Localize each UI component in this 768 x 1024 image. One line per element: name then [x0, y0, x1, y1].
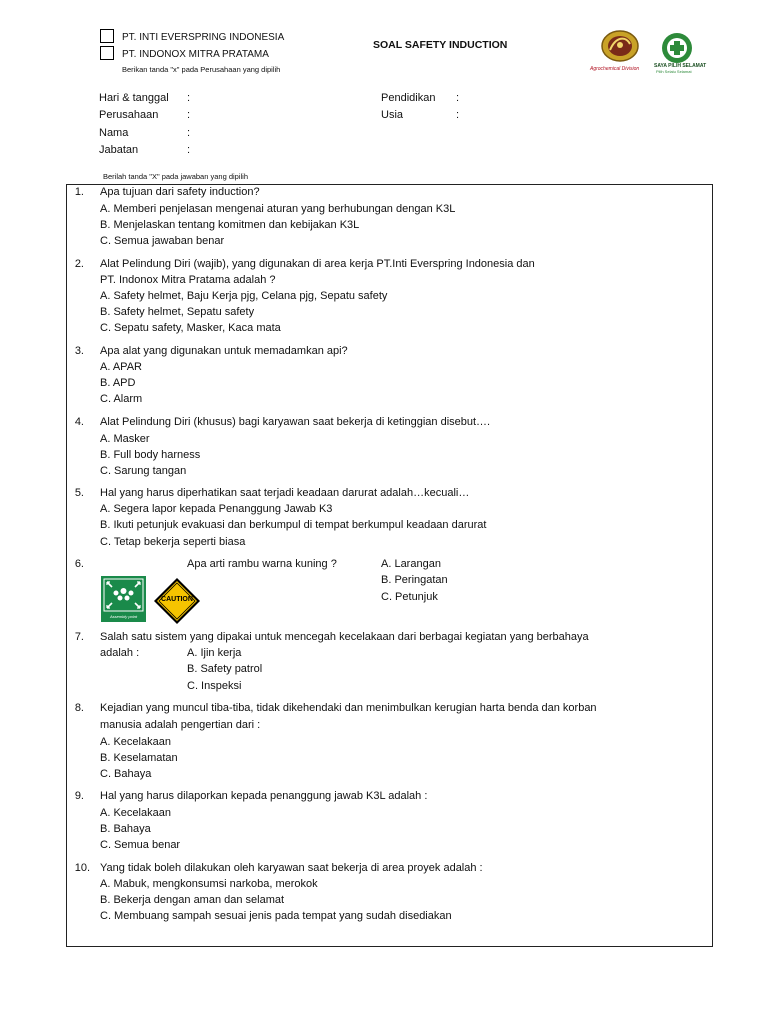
- page-title: SOAL SAFETY INDUCTION: [373, 39, 508, 51]
- safety-logo-text: SAYA PILIH SELAMAT: [654, 63, 707, 69]
- answer-option[interactable]: B. Menjelaskan tentang komitmen dan kebijakan K3L: [100, 219, 360, 231]
- question-text: adalah :: [100, 647, 140, 659]
- answer-option[interactable]: C. Alarm: [100, 393, 143, 405]
- answer-option[interactable]: A. Ijin kerja: [187, 647, 242, 659]
- question-number: 7.: [74, 631, 84, 643]
- company-checkbox-2[interactable]: [100, 46, 114, 60]
- company-option-1: PT. INTI EVERSPRING INDONESIA: [122, 32, 285, 43]
- colon: :: [187, 127, 191, 139]
- answer-option[interactable]: C. Inspeksi: [187, 680, 242, 692]
- answer-option[interactable]: C. Bahaya: [100, 768, 152, 780]
- question-number: 3.: [74, 345, 84, 357]
- question-text: Hal yang harus dilaporkan kepada penanggung jawab K3L adalah :: [100, 790, 428, 802]
- answer-option[interactable]: C. Membuang sampah sesuai jenis pada tempat yang sudah disediakan: [100, 910, 452, 922]
- question-number: 6.: [74, 558, 84, 570]
- answer-option[interactable]: A. Kecelakaan: [100, 736, 171, 748]
- answer-option[interactable]: C. Semua jawaban benar: [100, 235, 225, 247]
- colon: :: [456, 109, 460, 121]
- assembly-point-sign: [101, 576, 146, 622]
- answer-option[interactable]: B. Bekerja dengan aman dan selamat: [100, 894, 285, 906]
- answer-option[interactable]: C. Petunjuk: [381, 591, 438, 603]
- colon: :: [187, 144, 191, 156]
- question-text: manusia adalah pengertian dari :: [100, 719, 261, 731]
- question-number: 8.: [74, 702, 84, 714]
- label-hari-tanggal: Hari & tanggal: [99, 92, 169, 104]
- question-text: Alat Pelindung Diri (khusus) bagi karyawan saat bekerja di ketinggian disebut….: [100, 416, 491, 428]
- answer-option[interactable]: A. Safety helmet, Baju Kerja pjg, Celana pjg, Sepatu safety: [100, 290, 388, 302]
- question-text: Apa tujuan dari safety induction?: [100, 186, 260, 198]
- company-instruction: Berikan tanda "x" pada Perusahaan yang dipilih: [122, 65, 281, 74]
- answer-option[interactable]: A. Kecelakaan: [100, 807, 171, 819]
- colon: :: [187, 109, 191, 121]
- answer-option[interactable]: B. APD: [100, 377, 136, 389]
- question-text: Alat Pelindung Diri (wajib), yang digunakan di area kerja PT.Inti Everspring Indonesia dan: [100, 258, 535, 270]
- question-text: Yang tidak boleh dilakukan oleh karyawan saat bekerja di area proyek adalah :: [100, 862, 483, 874]
- question-text: Apa arti rambu warna kuning ?: [187, 558, 337, 570]
- answer-option[interactable]: C. Tetap bekerja seperti biasa: [100, 536, 246, 548]
- answer-option[interactable]: A. Masker: [100, 433, 150, 445]
- label-jabatan: Jabatan: [99, 144, 139, 156]
- question-number: 5.: [74, 487, 84, 499]
- label-usia: Usia: [381, 109, 404, 121]
- answer-option[interactable]: A. Memberi penjelasan mengenai aturan yang berhubungan dengan K3L: [100, 203, 456, 215]
- colon: :: [456, 92, 460, 104]
- question-text: Salah satu sistem yang dipakai untuk mencegah kecelakaan dari berbagai kegiatan yang berbahaya: [100, 631, 589, 643]
- question-number: 2.: [74, 258, 84, 270]
- label-pendidikan: Pendidikan: [381, 92, 436, 104]
- question-text: Apa alat yang digunakan untuk memadamkan api?: [100, 345, 348, 357]
- question-number: 1.: [74, 186, 84, 198]
- question-text: Kejadian yang muncul tiba-tiba, tidak dikehendaki dan menimbulkan kerugian harta benda dan korban: [100, 702, 597, 714]
- question-number: 10.: [74, 862, 90, 874]
- question-number: 4.: [74, 416, 84, 428]
- answer-instruction: Berilah tanda "X" pada jawaban yang dipilih: [103, 172, 249, 181]
- answer-option[interactable]: B. Keselamatan: [100, 752, 178, 764]
- label-perusahaan: Perusahaan: [99, 109, 159, 121]
- answer-option[interactable]: A. Mabuk, mengkonsumsi narkoba, merokok: [100, 878, 318, 890]
- agrochemical-logo-text: Agrochemical Division: [590, 66, 640, 72]
- company-option-2: PT. INDONOX MITRA PRATAMA: [122, 49, 269, 60]
- answer-option[interactable]: C. Semua benar: [100, 839, 181, 851]
- answer-option[interactable]: A. Segera lapor kepada Penanggung Jawab K3: [100, 503, 333, 515]
- colon: :: [187, 92, 191, 104]
- question-text: Hal yang harus diperhatikan saat terjadi keadaan darurat adalah…kecuali…: [100, 487, 470, 499]
- answer-option[interactable]: B. Full body harness: [100, 449, 201, 461]
- caution-label: CAUTION: [161, 596, 193, 603]
- answer-option[interactable]: B. Bahaya: [100, 823, 151, 835]
- question-text: PT. Indonox Mitra Pratama adalah ?: [100, 274, 276, 286]
- company-checkbox-1[interactable]: [100, 29, 114, 43]
- label-nama: Nama: [99, 127, 129, 139]
- agrochemical-logo: [596, 28, 644, 68]
- question-number: 9.: [74, 790, 84, 802]
- answer-option[interactable]: B. Safety helmet, Sepatu safety: [100, 306, 255, 318]
- answer-option[interactable]: A. APAR: [100, 361, 142, 373]
- safety-logo-subtext: Pilih Selalu Selamat: [656, 69, 692, 74]
- answer-option[interactable]: B. Peringatan: [381, 574, 448, 586]
- answer-option[interactable]: A. Larangan: [381, 558, 441, 570]
- answer-option[interactable]: B. Safety patrol: [187, 663, 263, 675]
- caution-sign: [153, 577, 201, 625]
- answer-option[interactable]: C. Sarung tangan: [100, 465, 187, 477]
- answer-option[interactable]: C. Sepatu safety, Masker, Kaca mata: [100, 322, 281, 334]
- safety-logo: [660, 31, 694, 65]
- assembly-point-label: Assembly point: [109, 614, 138, 619]
- answer-option[interactable]: B. Ikuti petunjuk evakuasi dan berkumpul di tempat berkumpul keadaan darurat: [100, 519, 487, 531]
